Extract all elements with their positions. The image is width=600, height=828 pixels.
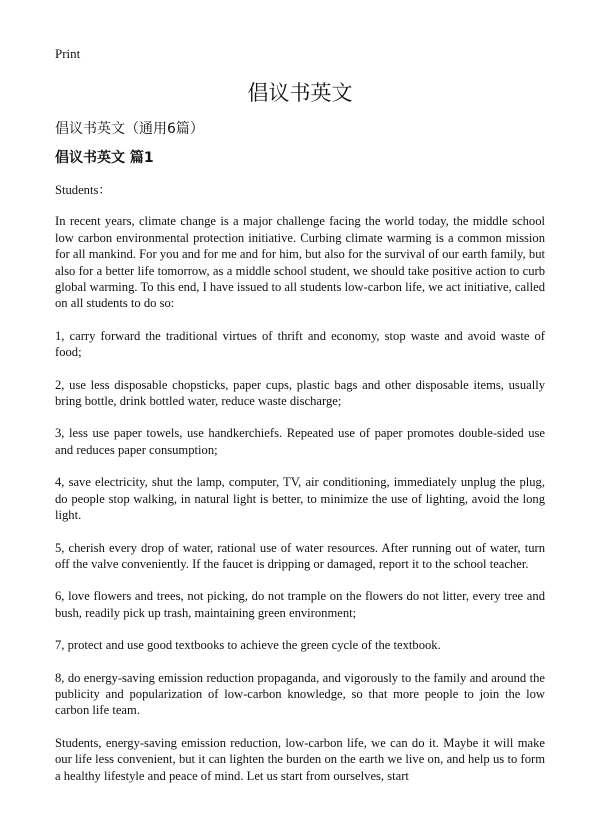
paragraph-item-8: 8, do energy-saving emission reduction propaganda, and vigorously to the family and around the publicity and popularization of low-carbon knowledge, so that more people to join the low carbon life team.: [55, 670, 545, 718]
section-heading: 倡议书英文 篇1: [55, 150, 154, 166]
paragraph-intro: In recent years, climate change is a major challenge facing the world today, the middle school low carbon environmental protection initiative. Curbing climate warming is a common mission for all mankind. For you and for me and for him, but also for the survival of our earth family, but also for a better life tomorrow, as a middle school student, we should take positive action to curb global warming. To this end, I have issued to all students low-carbon life, we act initiative, called on all students to do so:: [55, 214, 545, 311]
paragraph-item-1: 1, carry forward the traditional virtues of thrift and economy, stop waste and avoid waste of food;: [55, 328, 545, 360]
paragraph-item-7: 7, protect and use good textbooks to achieve the green cycle of the textbook.: [55, 638, 441, 653]
document-body: [55, 182, 545, 800]
print-link[interactable]: Print: [55, 46, 81, 61]
document-subtitle: 倡议书英文（通用6篇）: [55, 121, 204, 137]
paragraph-item-4: 4, save electricity, shut the lamp, computer, TV, air conditioning, immediately unplug the plug, do people stop walking, in natural light is better, to minimize the use of lighting, avoid the long light.: [55, 475, 545, 523]
paragraph-item-5: 5, cherish every drop of water, rational use of water resources. After running out of water, turn off the valve conveniently. If the faucet is dripping or damaged, report it to the school teacher.: [55, 540, 545, 571]
document-title: 倡议书英文: [247, 81, 353, 105]
paragraph-item-6: 6, love flowers and trees, not picking, do not trample on the flowers do not litter, every tree and bush, readily pick up trash, maintaining green environment;: [55, 589, 545, 620]
paragraph-item-3: 3, less use paper towels, use handkerchiefs. Repeated use of paper promotes double-sided use and reduces paper consumption;: [55, 426, 545, 457]
paragraph-closing: Students, energy-saving emission reduction, low-carbon life, we can do it. Maybe it will make our life less convenient, but it can lighten the burden on the earth we live on, and help us to form a healthy lifestyle and peace of mind. Let us start from ourselves, start: [55, 735, 545, 783]
paragraph-item-2: 2, use less disposable chopsticks, paper cups, plastic bags and other disposable items, usually bring bottle, drink bottled water, reduce waste discharge;: [55, 377, 545, 409]
salutation: Students：: [55, 183, 111, 197]
